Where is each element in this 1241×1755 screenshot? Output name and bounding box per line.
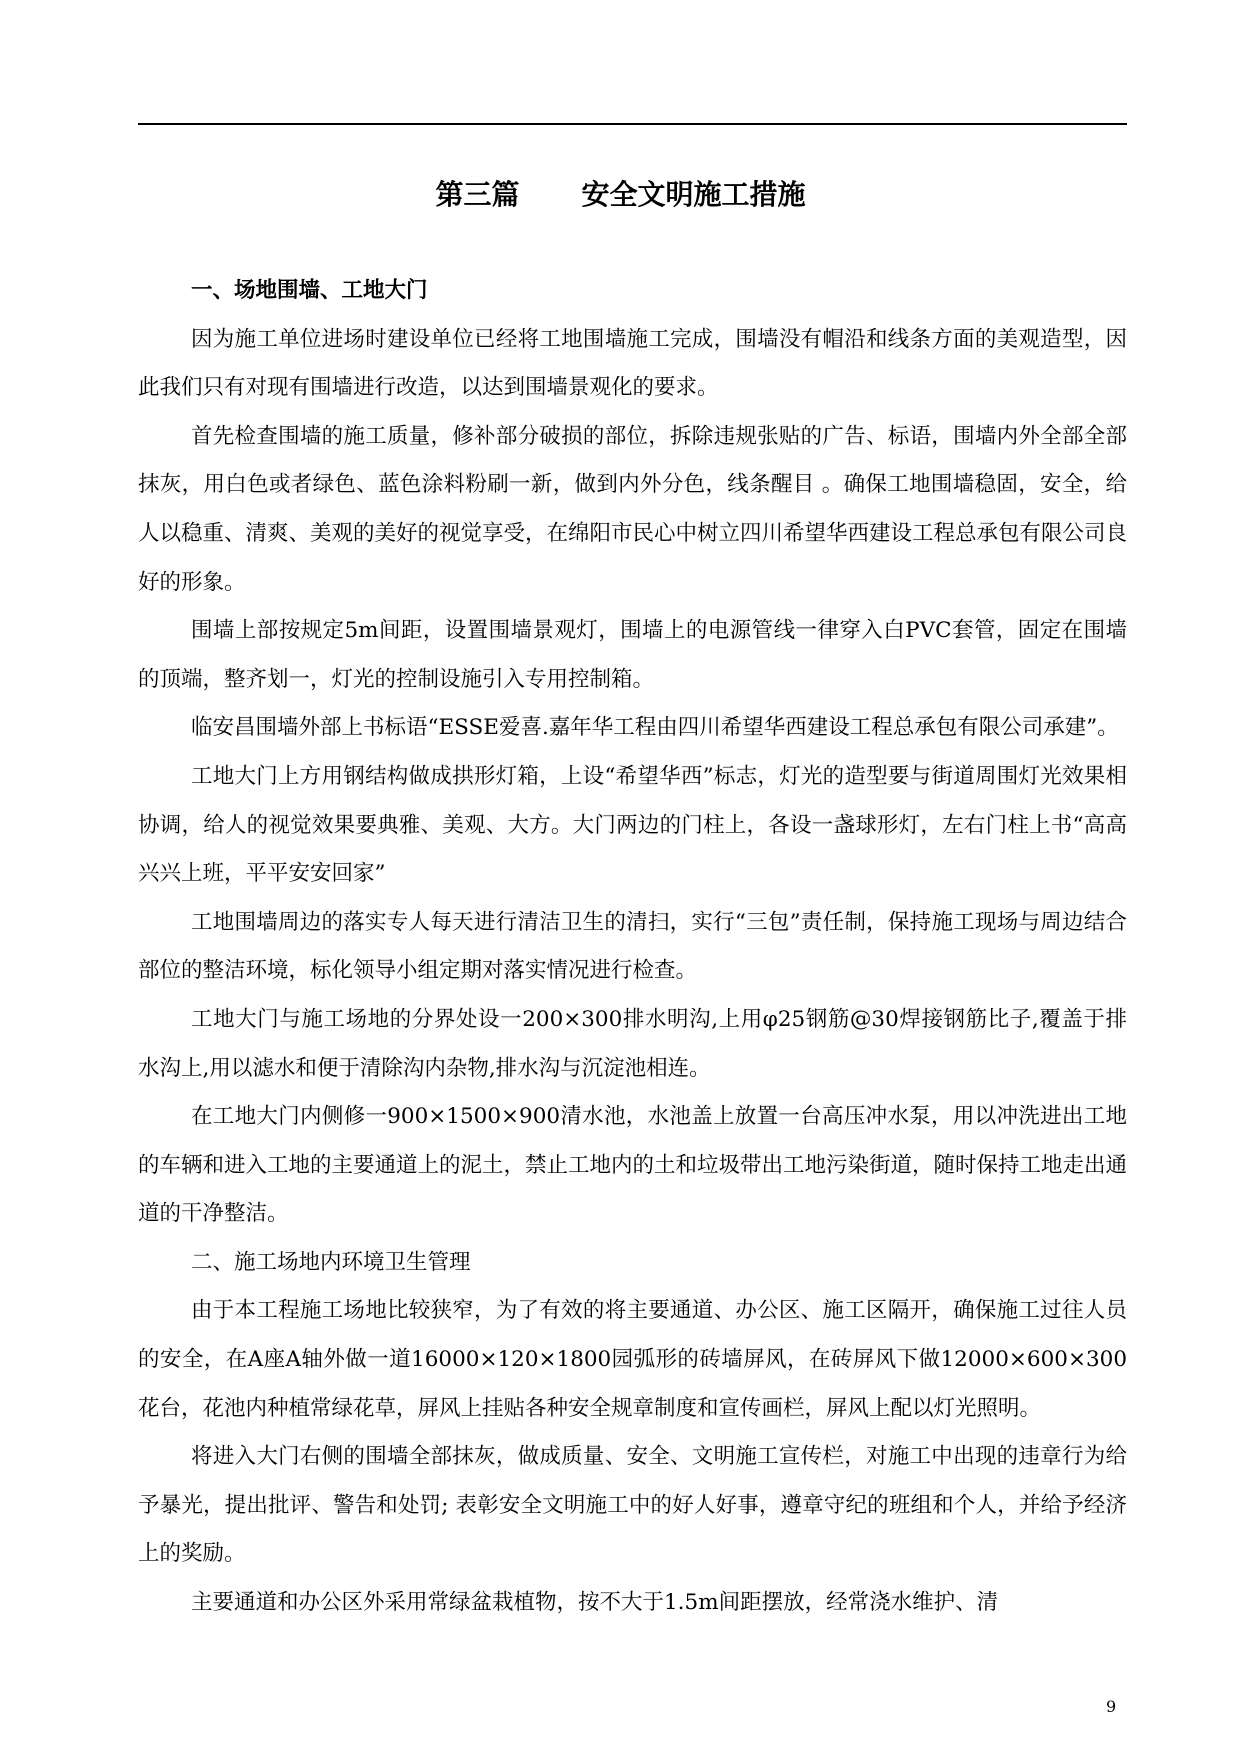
paragraph-1-3: 围墙上部按规定5m间距，设置围墙景观灯，围墙上的电源管线一律穿入白PVC套管，固定在围墙的顶端，整齐划一，灯光的控制设施引入专用控制箱。: [138, 618, 1127, 692]
section-heading-1: 一、场地围墙、工地大门: [191, 278, 428, 303]
paragraph-1-4: 临安昌围墙外部上书标语“ESSE爱喜.嘉年华工程由四川希望华西建设工程总承包有限公司承建”。: [191, 715, 1119, 741]
paragraph-1-8: 在工地大门内侧修一900×1500×900清水池，水池盖上放置一台高压冲水泵，用以冲洗进出工地的车辆和进入工地的主要通道上的泥土，禁止工地内的土和垃圾带出工地污染街道，随时保持工地走出通道的干净整洁。: [138, 1104, 1128, 1227]
section-heading-2: 二、施工场地内环境卫生管理: [191, 1249, 471, 1275]
header-rule: [138, 123, 1127, 125]
paragraph-1-6: 工地围墙周边的落实专人每天进行清洁卫生的清扫，实行“三包”责任制，保持施工现场与周边结合部位的整洁环境，标化领导小组定期对落实情况进行检查。: [138, 909, 1127, 984]
document-body: [138, 267, 1127, 1628]
paragraph-2-1: 由于本工程施工场地比较狭窄，为了有效的将主要通道、办公区、施工区隔开，确保施工过往人员的安全，在A座A轴外做一道16000×120×1800园弧形的砖墙屏风，在砖屏风下做12000×600×300花台，花池内种植常绿花草，屏风上挂贴各种安全规章制度和宣传画栏，屏风上配以灯光照明。: [138, 1298, 1127, 1421]
paragraph-1-7: 工地大门与施工场地的分界处设一200×300排水明沟,上用φ25钢筋@30焊接钢筋比子,覆盖于排水沟上,用以滤水和便于清除沟内杂物,排水沟与沉淀池相连。: [138, 1006, 1127, 1081]
title-text: 安全文明施工措施: [581, 178, 806, 211]
title-part-label: 第三篇: [435, 178, 520, 211]
paragraph-2-3: 主要通道和办公区外采用常绿盆栽植物，按不大于1.5m间距摆放，经常浇水维护、清: [191, 1590, 999, 1616]
page-number: 9: [1106, 1697, 1117, 1716]
paragraph-1-5: 工地大门上方用钢结构做成拱形灯箱，上设“希望华西”标志，灯光的造型要与街道周围灯光效果相协调，给人的视觉效果要典雅、美观、大方。大门两边的门柱上，各设一盏球形灯，左右门柱上书“高高兴兴上班，平平安安回家”: [138, 763, 1127, 887]
paragraph-2-2: 将进入大门右侧的围墙全部抹灰，做成质量、安全、文明施工宣传栏，对施工中出现的违章行为给予暴光，提出批评、警告和处罚; 表彰安全文明施工中的好人好事，遵章守纪的班组和个人，并给予经济上的奖励。: [138, 1444, 1127, 1567]
page-title: [0, 175, 1241, 215]
paragraph-1-2: 首先检查围墙的施工质量，修补部分破损的部位，拆除违规张贴的广告、标语，围墙内外全部全部抹灰，用白色或者绿色、蓝色涂料粉刷一新，做到内外分色，线条醒目 。确保工地围墙稳固，安全，给人以稳重、清爽、美观的美好的视觉享受，在绵阳市民心中树立四川希望华西建设工程总承包有限公司良好的形象。: [138, 423, 1128, 595]
paragraph-1-1: 因为施工单位进场时建设单位已经将工地围墙施工完成，围墙没有帽沿和线条方面的美观造型，因此我们只有对现有围墙进行改造，以达到围墙景观化的要求。: [138, 326, 1127, 401]
